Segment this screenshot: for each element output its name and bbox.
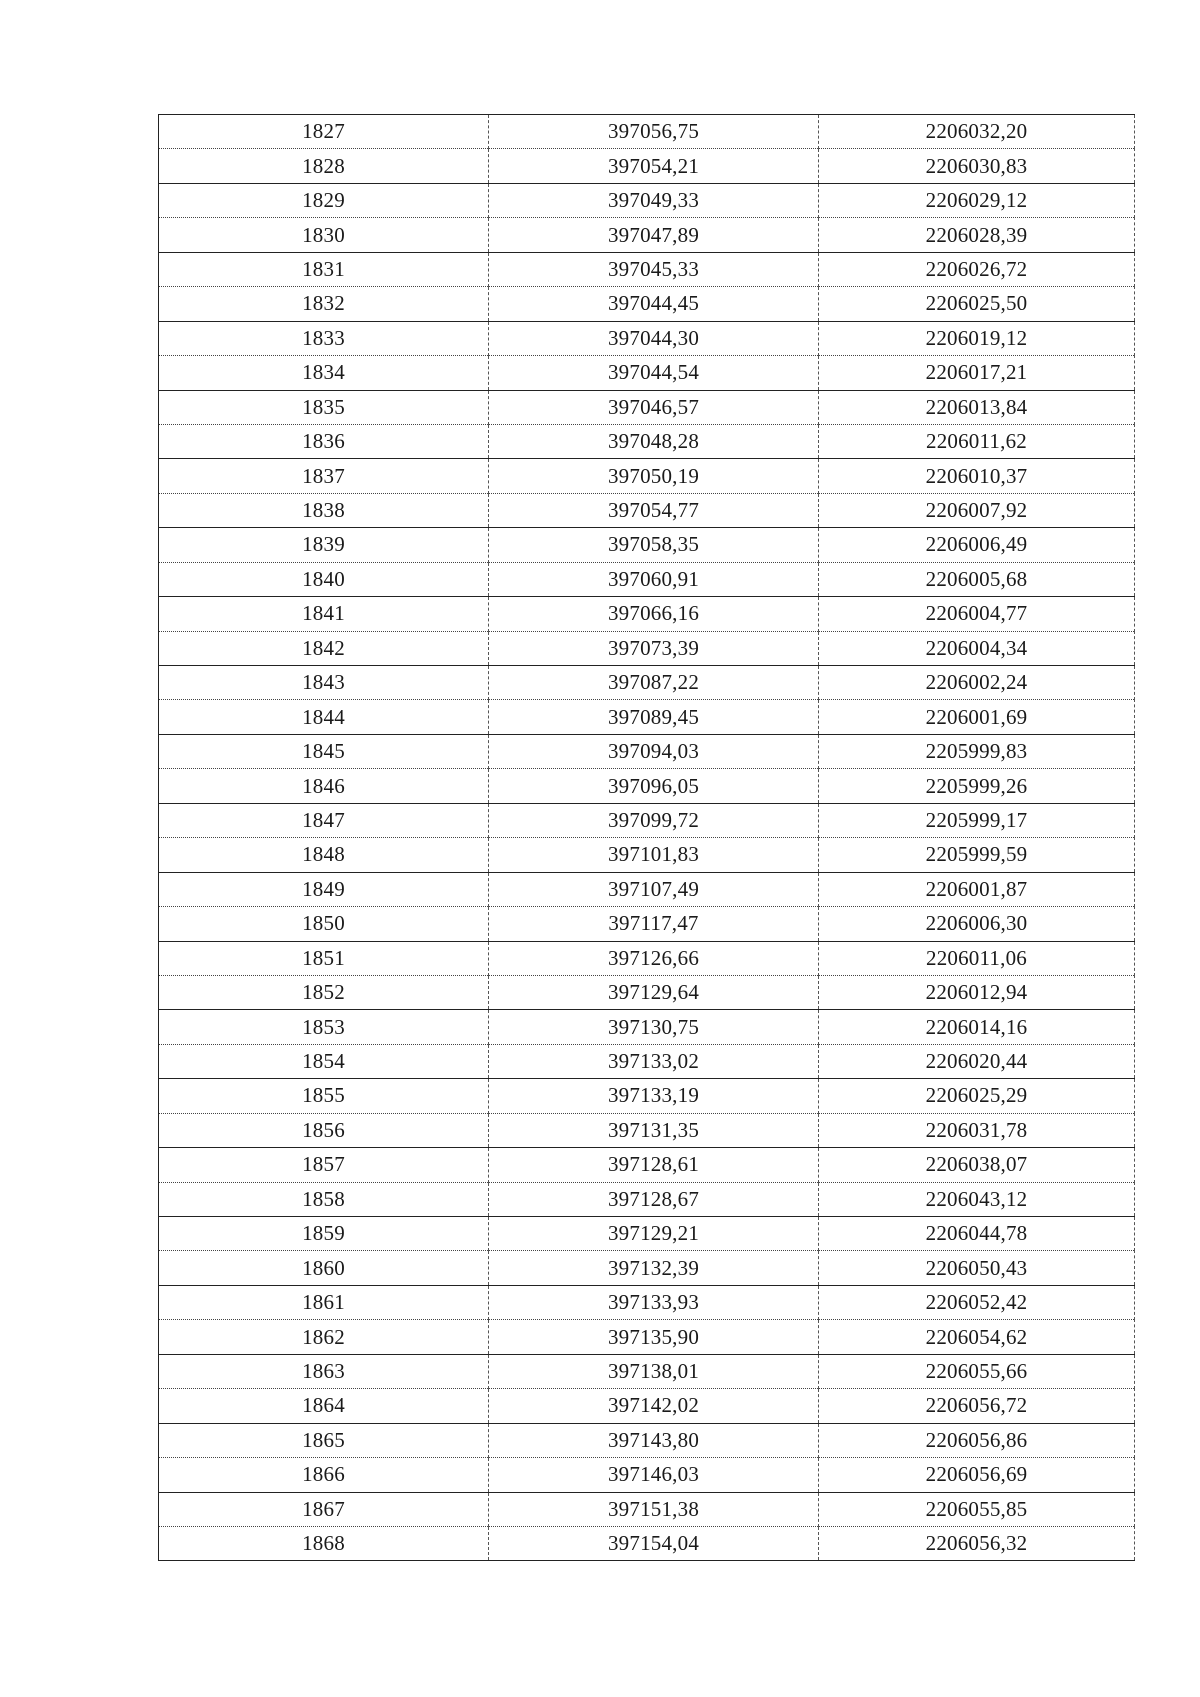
point-number-cell: 1849 (159, 872, 489, 906)
table-row (159, 907, 1135, 941)
y-coordinate-cell: 2206004,34 (819, 631, 1135, 665)
y-coordinate-cell: 2206056,69 (819, 1458, 1135, 1492)
table-row (159, 1526, 1135, 1560)
y-coordinate-cell: 2206031,78 (819, 1113, 1135, 1147)
point-number-cell: 1859 (159, 1217, 489, 1251)
x-coordinate-cell: 397048,28 (489, 424, 819, 458)
point-number-cell: 1841 (159, 597, 489, 631)
x-coordinate-cell: 397107,49 (489, 872, 819, 906)
y-coordinate-cell: 2206055,85 (819, 1492, 1135, 1526)
point-number-cell: 1856 (159, 1113, 489, 1147)
x-coordinate-cell: 397133,93 (489, 1285, 819, 1319)
x-coordinate-cell: 397131,35 (489, 1113, 819, 1147)
x-coordinate-cell: 397132,39 (489, 1251, 819, 1285)
point-number-cell: 1832 (159, 287, 489, 321)
y-coordinate-cell: 2205999,83 (819, 734, 1135, 768)
y-coordinate-cell: 2206056,86 (819, 1423, 1135, 1457)
point-number-cell: 1848 (159, 838, 489, 872)
y-coordinate-cell: 2206056,72 (819, 1389, 1135, 1423)
x-coordinate-cell: 397089,45 (489, 700, 819, 734)
coordinates-table (158, 114, 1135, 1561)
table-row (159, 1044, 1135, 1078)
point-number-cell: 1851 (159, 941, 489, 975)
y-coordinate-cell: 2206004,77 (819, 597, 1135, 631)
x-coordinate-cell: 397154,04 (489, 1526, 819, 1560)
point-number-cell: 1858 (159, 1182, 489, 1216)
table-row (159, 631, 1135, 665)
x-coordinate-cell: 397129,64 (489, 975, 819, 1009)
x-coordinate-cell: 397054,21 (489, 149, 819, 183)
y-coordinate-cell: 2206054,62 (819, 1320, 1135, 1354)
point-number-cell: 1829 (159, 183, 489, 217)
x-coordinate-cell: 397128,61 (489, 1148, 819, 1182)
table-row (159, 700, 1135, 734)
y-coordinate-cell: 2206001,69 (819, 700, 1135, 734)
y-coordinate-cell: 2205999,17 (819, 803, 1135, 837)
table-row (159, 975, 1135, 1009)
x-coordinate-cell: 397047,89 (489, 218, 819, 252)
table-row (159, 666, 1135, 700)
x-coordinate-cell: 397056,75 (489, 115, 819, 149)
point-number-cell: 1830 (159, 218, 489, 252)
table-row (159, 1320, 1135, 1354)
x-coordinate-cell: 397094,03 (489, 734, 819, 768)
table-row (159, 321, 1135, 355)
y-coordinate-cell: 2206019,12 (819, 321, 1135, 355)
table-row (159, 941, 1135, 975)
table-row (159, 1182, 1135, 1216)
x-coordinate-cell: 397126,66 (489, 941, 819, 975)
point-number-cell: 1860 (159, 1251, 489, 1285)
table-row (159, 218, 1135, 252)
y-coordinate-cell: 2206010,37 (819, 459, 1135, 493)
point-number-cell: 1853 (159, 1010, 489, 1044)
x-coordinate-cell: 397073,39 (489, 631, 819, 665)
y-coordinate-cell: 2206026,72 (819, 252, 1135, 286)
point-number-cell: 1845 (159, 734, 489, 768)
point-number-cell: 1844 (159, 700, 489, 734)
x-coordinate-cell: 397138,01 (489, 1354, 819, 1388)
y-coordinate-cell: 2206005,68 (819, 562, 1135, 596)
table-row (159, 1113, 1135, 1147)
x-coordinate-cell: 397044,45 (489, 287, 819, 321)
point-number-cell: 1852 (159, 975, 489, 1009)
point-number-cell: 1843 (159, 666, 489, 700)
y-coordinate-cell: 2206014,16 (819, 1010, 1135, 1044)
x-coordinate-cell: 397045,33 (489, 252, 819, 286)
point-number-cell: 1855 (159, 1079, 489, 1113)
table-row (159, 1010, 1135, 1044)
table-row (159, 459, 1135, 493)
y-coordinate-cell: 2206017,21 (819, 356, 1135, 390)
point-number-cell: 1834 (159, 356, 489, 390)
point-number-cell: 1838 (159, 493, 489, 527)
y-coordinate-cell: 2206044,78 (819, 1217, 1135, 1251)
table-row (159, 1458, 1135, 1492)
x-coordinate-cell: 397117,47 (489, 907, 819, 941)
y-coordinate-cell: 2206043,12 (819, 1182, 1135, 1216)
table-row (159, 252, 1135, 286)
y-coordinate-cell: 2205999,59 (819, 838, 1135, 872)
y-coordinate-cell: 2206007,92 (819, 493, 1135, 527)
y-coordinate-cell: 2206056,32 (819, 1526, 1135, 1560)
point-number-cell: 1842 (159, 631, 489, 665)
table-row (159, 803, 1135, 837)
y-coordinate-cell: 2206006,49 (819, 528, 1135, 562)
coordinates-table-body (159, 115, 1135, 1561)
y-coordinate-cell: 2206052,42 (819, 1285, 1135, 1319)
table-row (159, 769, 1135, 803)
table-row (159, 1423, 1135, 1457)
x-coordinate-cell: 397096,05 (489, 769, 819, 803)
y-coordinate-cell: 2206002,24 (819, 666, 1135, 700)
point-number-cell: 1850 (159, 907, 489, 941)
y-coordinate-cell: 2206030,83 (819, 149, 1135, 183)
point-number-cell: 1837 (159, 459, 489, 493)
y-coordinate-cell: 2206025,29 (819, 1079, 1135, 1113)
point-number-cell: 1833 (159, 321, 489, 355)
table-row (159, 838, 1135, 872)
y-coordinate-cell: 2206006,30 (819, 907, 1135, 941)
point-number-cell: 1827 (159, 115, 489, 149)
x-coordinate-cell: 397135,90 (489, 1320, 819, 1354)
x-coordinate-cell: 397087,22 (489, 666, 819, 700)
x-coordinate-cell: 397142,02 (489, 1389, 819, 1423)
table-row (159, 528, 1135, 562)
point-number-cell: 1863 (159, 1354, 489, 1388)
x-coordinate-cell: 397066,16 (489, 597, 819, 631)
y-coordinate-cell: 2206050,43 (819, 1251, 1135, 1285)
point-number-cell: 1847 (159, 803, 489, 837)
x-coordinate-cell: 397146,03 (489, 1458, 819, 1492)
x-coordinate-cell: 397099,72 (489, 803, 819, 837)
x-coordinate-cell: 397049,33 (489, 183, 819, 217)
x-coordinate-cell: 397151,38 (489, 1492, 819, 1526)
point-number-cell: 1831 (159, 252, 489, 286)
y-coordinate-cell: 2206013,84 (819, 390, 1135, 424)
point-number-cell: 1861 (159, 1285, 489, 1319)
table-row (159, 1285, 1135, 1319)
y-coordinate-cell: 2206011,06 (819, 941, 1135, 975)
table-row (159, 1251, 1135, 1285)
x-coordinate-cell: 397054,77 (489, 493, 819, 527)
x-coordinate-cell: 397129,21 (489, 1217, 819, 1251)
y-coordinate-cell: 2206025,50 (819, 287, 1135, 321)
table-row (159, 183, 1135, 217)
table-row (159, 872, 1135, 906)
point-number-cell: 1866 (159, 1458, 489, 1492)
point-number-cell: 1862 (159, 1320, 489, 1354)
x-coordinate-cell: 397044,30 (489, 321, 819, 355)
x-coordinate-cell: 397130,75 (489, 1010, 819, 1044)
table-row (159, 287, 1135, 321)
table-row (159, 149, 1135, 183)
table-row (159, 1354, 1135, 1388)
point-number-cell: 1840 (159, 562, 489, 596)
y-coordinate-cell: 2206055,66 (819, 1354, 1135, 1388)
point-number-cell: 1865 (159, 1423, 489, 1457)
x-coordinate-cell: 397133,02 (489, 1044, 819, 1078)
table-row (159, 390, 1135, 424)
x-coordinate-cell: 397050,19 (489, 459, 819, 493)
table-row (159, 1492, 1135, 1526)
x-coordinate-cell: 397060,91 (489, 562, 819, 596)
point-number-cell: 1839 (159, 528, 489, 562)
point-number-cell: 1836 (159, 424, 489, 458)
table-row (159, 597, 1135, 631)
x-coordinate-cell: 397058,35 (489, 528, 819, 562)
x-coordinate-cell: 397101,83 (489, 838, 819, 872)
table-row (159, 734, 1135, 768)
x-coordinate-cell: 397128,67 (489, 1182, 819, 1216)
y-coordinate-cell: 2206020,44 (819, 1044, 1135, 1078)
y-coordinate-cell: 2206028,39 (819, 218, 1135, 252)
point-number-cell: 1857 (159, 1148, 489, 1182)
y-coordinate-cell: 2205999,26 (819, 769, 1135, 803)
y-coordinate-cell: 2206011,62 (819, 424, 1135, 458)
x-coordinate-cell: 397133,19 (489, 1079, 819, 1113)
y-coordinate-cell: 2206038,07 (819, 1148, 1135, 1182)
point-number-cell: 1846 (159, 769, 489, 803)
table-row (159, 115, 1135, 149)
table-row (159, 424, 1135, 458)
y-coordinate-cell: 2206032,20 (819, 115, 1135, 149)
y-coordinate-cell: 2206012,94 (819, 975, 1135, 1009)
table-row (159, 1217, 1135, 1251)
point-number-cell: 1864 (159, 1389, 489, 1423)
x-coordinate-cell: 397143,80 (489, 1423, 819, 1457)
table-row (159, 562, 1135, 596)
table-row (159, 493, 1135, 527)
y-coordinate-cell: 2206029,12 (819, 183, 1135, 217)
table-row (159, 1389, 1135, 1423)
table-row (159, 1148, 1135, 1182)
table-row (159, 1079, 1135, 1113)
point-number-cell: 1868 (159, 1526, 489, 1560)
y-coordinate-cell: 2206001,87 (819, 872, 1135, 906)
x-coordinate-cell: 397044,54 (489, 356, 819, 390)
x-coordinate-cell: 397046,57 (489, 390, 819, 424)
point-number-cell: 1854 (159, 1044, 489, 1078)
point-number-cell: 1828 (159, 149, 489, 183)
table-row (159, 356, 1135, 390)
point-number-cell: 1867 (159, 1492, 489, 1526)
point-number-cell: 1835 (159, 390, 489, 424)
